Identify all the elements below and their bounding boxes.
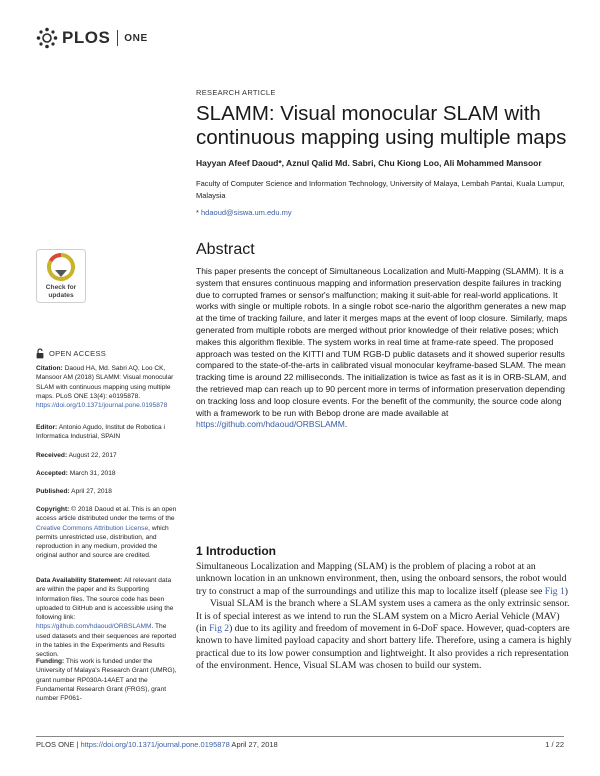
introduction-body (196, 561, 572, 673)
received-label: Received: (36, 452, 68, 459)
email-link[interactable]: hdaoud@siswa.um.edu.my (201, 208, 292, 217)
footer-date: April 27, 2018 (229, 740, 278, 749)
copyright-text-1: © 2018 Daoud et al. This is an open access article distributed under the terms of the (36, 506, 177, 523)
logo-journal: ONE (124, 32, 148, 44)
abstract-text: This paper presents the concept of Simultaneous Localization and Multi-Mapping (SLAMM). It is a system that ensures continuous mapping and information preservation despite failures in tracking due to corrupted frames or sensor's malfunction; making it suit-able for real-world applications. It works with single or multiple robots. In a single robot sce-nario the algorithm generates a new map at the time of tracking failure, and later it merges maps at the event of loop closure. Similarly, maps generated from multiple robots are merged without prior knowledge of their relative poses; which makes this algorithm flexible. The system works in real time at frame-rate speed. The proposed approach was tested on the KITTI and TUM RGB-D public datasets and it showed superior results compared to the state-of-the-arts in calibrated visual monocular keyframe-based SLAM. The mean tracking time is around 22 milliseconds. The initialization is twice as fast as it is in ORB-SLAM, and the retrieved map can reach up to 90 percent more in terms of information preservation depending on tracking loss and loop closure events. For the benefit of the community, the source code along with a framework to be run with Bebop drone are made available at (196, 266, 568, 418)
funding-block (36, 657, 180, 703)
editor-block (36, 423, 180, 442)
data-availability-text-1: All relevant data are within the paper and its Supporting Information files. The source code has been uploaded to GitHub and is accessible using the following link: (36, 577, 174, 622)
fig1-link[interactable]: Fig 1 (544, 585, 565, 597)
article-type: RESEARCH ARTICLE (196, 88, 276, 97)
cc-license-link[interactable]: Creative Commons Attribution License (36, 524, 149, 532)
abstract-end: . (344, 419, 348, 430)
citation-label: Citation: (36, 365, 63, 372)
intro-paragraph-1 (196, 561, 572, 598)
data-availability-text-2: . The used datasets and their sequences are reported in the tables in the Experiments and Results section. (36, 623, 177, 659)
badge-line-1: Check for (45, 284, 77, 291)
citation-doi-link[interactable]: https://doi.org/10.1371/journal.pone.0195878 (36, 402, 168, 410)
published-label: Published: (36, 488, 70, 495)
fig2-link[interactable]: Fig 2 (209, 623, 230, 635)
copyright-label: Copyright: (36, 506, 70, 513)
footer-left (36, 740, 278, 749)
received-block (36, 451, 180, 460)
corresponding-email (196, 208, 292, 217)
received-date: August 22, 2017 (67, 452, 117, 459)
data-github-link[interactable]: https://github.com/hdaoud/ORBSLAMM (36, 623, 152, 631)
accepted-date: March 31, 2018 (67, 470, 116, 477)
editor-label: Editor: (36, 424, 58, 431)
open-access-lock-icon (36, 348, 44, 359)
intro-p2-start: Visual SLAM is the branch where a SLAM system uses a camera as the only extrinsic sensor. It is of special interest as we intend to run the SLAM system on a Micro Aerial Vehicle (MAV) (in (196, 598, 570, 635)
logo-text: PLOS (62, 28, 111, 47)
email-star: * (196, 208, 199, 217)
footer-doi-link[interactable]: https://doi.org/10.1371/journal.pone.0195878 (80, 740, 230, 749)
page-footer (36, 736, 564, 749)
intro-p2-end: ) due to its agility and freedom of movement in 6-DoF space. However, quad-copters are known to have limited payload capacity and short battery life. Therefore, using a camera is highly practical due to its low power consumption and lightweight. It also provides a rich representation of the environment. Hence, Visual SLAM was chosen to build our system. (196, 623, 572, 672)
accepted-label: Accepted: (36, 470, 68, 477)
intro-p1-text: Simultaneous Localization and Mapping (SLAM) is the problem of placing a robot at an unknown location in an unknown environment, then, using the onboard sensors, the robot would try to construct a map of the surroundings and utilize this map to localize itself (please see (196, 561, 567, 597)
citation-block (36, 364, 180, 410)
introduction-heading: 1 Introduction (196, 544, 276, 558)
data-availability-block (36, 576, 180, 660)
page-number: 1 / 22 (545, 740, 564, 749)
open-access-label (36, 348, 106, 359)
abstract-heading: Abstract (196, 241, 255, 258)
author-list: Hayyan Afeef Daoud*, Aznul Qalid Md. Sabri, Chu Kiong Loo, Ali Mohammed Mansoor (196, 158, 542, 168)
affiliation: Faculty of Computer Science and Information Technology, University of Malaya, Lembah Pantai, Kuala Lumpur, Malaysia (196, 179, 565, 200)
copyright-block (36, 505, 180, 561)
citation-text: Daoud HA, Md. Sabri AQ, Loo CK, Mansoor AM (2018) SLAMM: Visual monocular SLAM with continuous mapping using multiple maps. PLoS ONE 13(4): e0195878. (36, 365, 174, 400)
abstract-body (196, 266, 572, 431)
published-block (36, 487, 180, 496)
badge-line-2: updates (48, 292, 74, 299)
check-for-updates-icon (36, 249, 86, 303)
article-title: SLAMM: Visual monocular SLAM with continuous mapping using multiple maps (196, 102, 567, 149)
funding-text: This work is funded under the University of Malaya's Research Grant (UMRG), grant number RP030A-14AET and the Fundamental Research Grant (FRGS), grant number FP061- (36, 658, 177, 703)
open-access-text: OPEN ACCESS (49, 349, 107, 358)
github-link[interactable]: https://github.com/hdaoud/ORBSLAMM (196, 419, 345, 430)
data-availability-label: Data Availability Statement: (36, 577, 123, 584)
footer-journal: PLOS ONE | (36, 740, 81, 749)
intro-paragraph-2 (196, 598, 572, 672)
accepted-block (36, 469, 180, 478)
editor-text: Antonio Agudo, Institut de Robotica i Informatica Industrial, SPAIN (36, 424, 166, 441)
check-for-updates-badge[interactable] (36, 249, 86, 303)
plos-logo (36, 27, 148, 49)
logo-separator (117, 30, 118, 46)
plos-logo-icon (36, 27, 58, 49)
published-date: April 27, 2018 (69, 488, 112, 495)
intro-p1-end: ) (564, 585, 568, 597)
funding-label: Funding: (36, 658, 65, 665)
copyright-text-2: , which permits unrestricted use, distribution, and reproduction in any medium, provided the original author and source are credited. (36, 524, 169, 560)
